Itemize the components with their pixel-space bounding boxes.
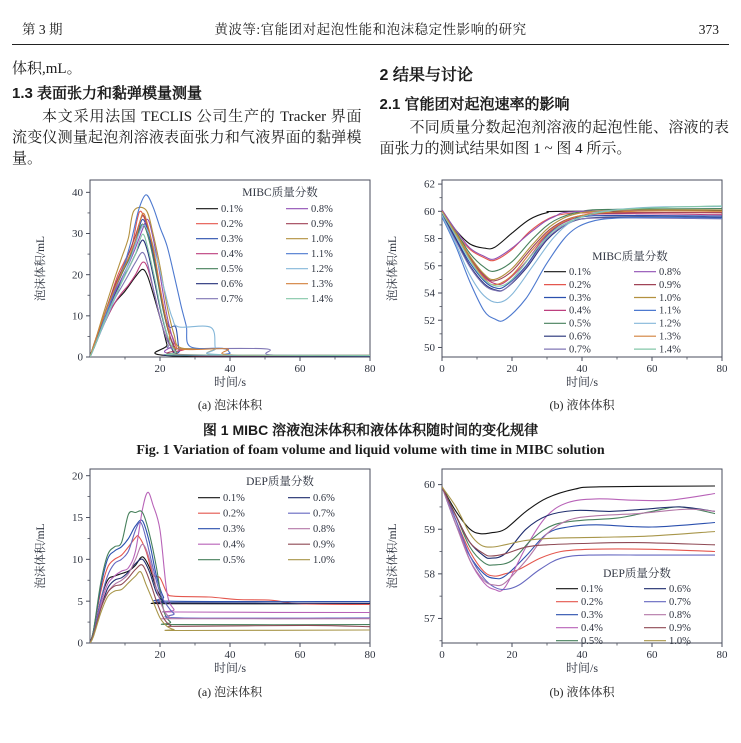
- y-axis-title: 泡沫体积/mL: [35, 235, 47, 302]
- legend-label: 0.7%: [569, 344, 591, 356]
- legend-label: 0.8%: [311, 204, 333, 215]
- legend-label: 0.4%: [221, 249, 243, 260]
- legend-label: 0.6%: [313, 493, 335, 504]
- y-tick-label: 56: [424, 260, 435, 273]
- legend-label: 0.6%: [569, 331, 591, 343]
- series-0.4%: [442, 487, 715, 592]
- legend-label: 0.4%: [581, 623, 603, 634]
- series-0.2%: [90, 536, 370, 643]
- x-tick-label: 0: [439, 363, 445, 375]
- y-tick-label: 20: [72, 269, 83, 282]
- x-tick-label: 80: [364, 363, 376, 375]
- y-tick-label: 60: [424, 205, 435, 218]
- legend-label: 0.8%: [659, 267, 681, 278]
- series-1.0%: [442, 487, 715, 547]
- section-2-heading: 2 结果与讨论: [379, 67, 473, 84]
- y-tick-label: 50: [424, 342, 435, 355]
- y-tick-label: 59: [424, 523, 435, 536]
- legend-title: MIBC质量分数: [242, 187, 318, 199]
- running-title: 黄波等:官能团对起泡性能和泡沫稳定性影响的研究: [214, 22, 527, 37]
- y-tick-label: 62: [424, 178, 435, 191]
- mibc-liquid-volume-plot: [382, 172, 734, 414]
- x-tick-label: 60: [294, 363, 306, 375]
- legend-label: 1.1%: [659, 305, 681, 317]
- legend-label: 0.5%: [221, 264, 243, 275]
- legend-label: 1.1%: [311, 249, 333, 260]
- y-tick-label: 15: [72, 512, 83, 525]
- legend-label: 0.2%: [581, 597, 603, 608]
- legend-label: 1.2%: [311, 264, 333, 275]
- x-axis-title: 时间/s: [213, 661, 247, 675]
- legend-label: 0.3%: [223, 524, 245, 535]
- mibc-foam-volume-plot: [30, 172, 382, 414]
- legend-label: 0.1%: [581, 584, 603, 595]
- y-tick-label: 54: [424, 287, 435, 300]
- left-lead-text: 体积,mL。: [12, 61, 82, 77]
- y-tick-label: 10: [72, 553, 83, 566]
- legend-label: 0.1%: [569, 267, 591, 278]
- x-tick-label: 40: [576, 649, 588, 661]
- series-0.4%: [90, 262, 370, 357]
- legend-label: 0.9%: [313, 539, 335, 551]
- legend-label: 0.9%: [659, 279, 681, 291]
- y-tick-label: 0: [77, 351, 83, 364]
- y-tick-label: 20: [72, 470, 83, 483]
- x-axis-title: 时间/s: [565, 661, 599, 675]
- y-tick-label: 60: [424, 479, 435, 492]
- legend-label: 0.4%: [569, 305, 591, 317]
- figure1-caption-en: Fig. 1 Variation of foam volume and liquid volume with time in MIBC solution: [136, 443, 605, 458]
- x-tick-label: 60: [646, 649, 658, 661]
- right-column: [380, 59, 730, 170]
- series-0.7%: [442, 487, 715, 590]
- figure1-row: [12, 172, 729, 414]
- y-tick-label: 58: [424, 568, 435, 581]
- section-2-1-paragraph: 不同质量分数起泡剂溶液的起泡性能、溶液的表面张力的测试结果如图 1 ~ 图 4 所示。: [379, 120, 729, 157]
- x-tick-label: 0: [439, 649, 445, 661]
- chart-mibc-liquid-volume: [382, 172, 734, 414]
- x-axis-title: 时间/s: [213, 375, 247, 389]
- legend-label: 0.1%: [221, 204, 243, 215]
- legend-label: 1.4%: [659, 344, 681, 356]
- legend-label: 0.2%: [223, 508, 245, 520]
- section-1-3-heading: 1.3 表面张力和黏弹模量测量: [12, 85, 203, 102]
- legend-label: 0.8%: [669, 610, 691, 621]
- legend-label: 0.5%: [581, 636, 603, 647]
- legend-label: 0.6%: [669, 584, 691, 595]
- legend-label: 1.4%: [311, 294, 333, 305]
- legend-label: 1.0%: [669, 636, 691, 647]
- y-axis-title: 泡沫体积/mL: [387, 235, 399, 302]
- y-axis-title: 泡沫体积/mL: [35, 523, 47, 589]
- x-tick-label: 80: [716, 363, 728, 375]
- figure2-row: [12, 461, 729, 701]
- series-1.0%: [90, 572, 370, 643]
- page-header: [12, 8, 729, 45]
- page-number: 373: [698, 22, 719, 37]
- chart-dep-liquid-volume: [382, 461, 734, 701]
- subfigure-caption: (b) 液体体积: [549, 398, 615, 412]
- legend-label: 0.1%: [223, 493, 245, 504]
- legend-label: 1.0%: [313, 555, 335, 566]
- legend-label: 1.2%: [659, 318, 681, 330]
- subfigure-caption: (a) 泡沫体积: [197, 685, 263, 699]
- legend-label: 0.2%: [221, 219, 243, 230]
- subfigure-caption: (a) 泡沫体积: [197, 398, 263, 412]
- legend-label: 0.3%: [569, 292, 591, 304]
- legend-label: 0.6%: [221, 279, 243, 290]
- legend-label: 1.3%: [659, 331, 681, 343]
- legend-label: 1.0%: [311, 234, 333, 245]
- x-tick-label: 40: [224, 363, 236, 375]
- legend-label: 0.4%: [223, 539, 245, 551]
- y-tick-label: 57: [424, 613, 435, 626]
- x-tick-label: 20: [154, 649, 166, 661]
- x-tick-label: 60: [294, 649, 306, 661]
- series-group: [442, 486, 715, 591]
- x-axis-title: 时间/s: [565, 375, 599, 389]
- legend-title: DEP质量分数: [246, 476, 314, 488]
- x-tick-label: 80: [716, 649, 728, 661]
- text-columns: [12, 59, 729, 170]
- y-tick-label: 52: [424, 314, 435, 327]
- series-0.6%: [442, 487, 715, 559]
- series-group: [442, 206, 722, 321]
- y-tick-label: 5: [77, 595, 83, 608]
- legend-label: 0.3%: [221, 234, 243, 245]
- legend-label: 0.5%: [223, 555, 245, 566]
- legend-label: 0.5%: [569, 318, 591, 330]
- figure1-caption: [12, 420, 729, 459]
- legend-label: 0.7%: [221, 294, 243, 305]
- figure1-caption-zh: 图 1 MIBC 溶液泡沫体积和液体体积随时间的变化规律: [202, 422, 539, 438]
- left-column: [12, 59, 362, 170]
- chart-mibc-foam-volume: [30, 172, 382, 414]
- x-tick-label: 20: [506, 363, 518, 375]
- legend-title: MIBC质量分数: [592, 251, 668, 263]
- x-tick-label: 60: [646, 363, 658, 375]
- y-tick-label: 0: [77, 637, 83, 650]
- x-tick-label: 80: [364, 649, 376, 661]
- dep-liquid-volume-plot: [382, 461, 734, 701]
- legend-label: 0.9%: [311, 219, 333, 230]
- legend-label: 0.8%: [313, 524, 335, 535]
- legend-label: 0.7%: [669, 597, 691, 608]
- x-tick-label: 20: [506, 649, 518, 661]
- y-tick-label: 10: [72, 310, 83, 323]
- y-axis-title: 泡沫体积/mL: [387, 523, 399, 589]
- dep-foam-volume-plot: [30, 461, 382, 701]
- legend-label: 0.7%: [313, 508, 335, 520]
- x-tick-label: 40: [224, 649, 236, 661]
- journal-issue: 第 3 期: [22, 22, 63, 37]
- legend-title: DEP质量分数: [603, 568, 671, 580]
- y-tick-label: 40: [72, 186, 83, 199]
- legend-label: 1.0%: [659, 292, 681, 304]
- x-tick-label: 20: [154, 363, 166, 375]
- subfigure-caption: (b) 液体体积: [549, 685, 615, 699]
- chart-dep-foam-volume: [30, 461, 382, 701]
- legend-label: 0.3%: [581, 610, 603, 621]
- section-2-1-heading: 2.1 官能团对起泡速率的影响: [379, 96, 570, 113]
- legend-label: 0.9%: [669, 623, 691, 634]
- y-tick-label: 30: [72, 228, 83, 241]
- x-tick-label: 40: [576, 363, 588, 375]
- section-1-3-paragraph: 本文采用法国 TECLIS 公司生产的 Tracker 界面流变仪测量起泡剂溶液表面张力和气液界面的黏弹模量。: [12, 109, 362, 167]
- legend-label: 1.3%: [311, 279, 333, 290]
- legend-label: 0.2%: [569, 279, 591, 291]
- y-tick-label: 58: [424, 233, 435, 246]
